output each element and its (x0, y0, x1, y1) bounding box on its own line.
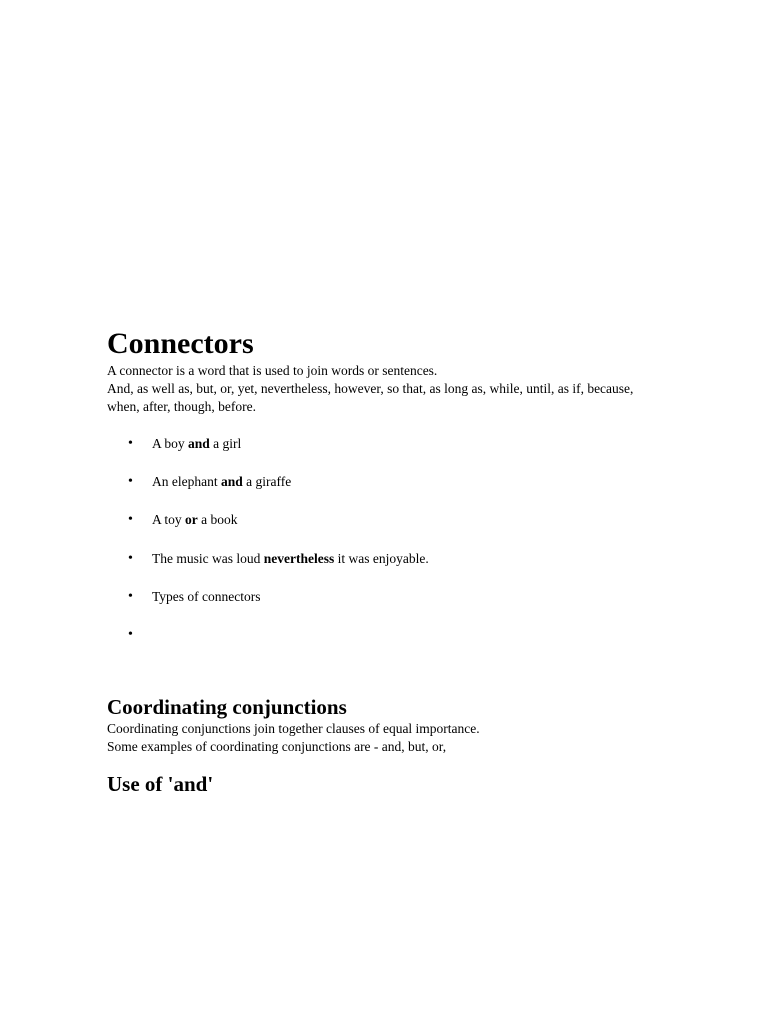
bullet-icon: • (128, 550, 133, 566)
bullet-icon: • (128, 512, 133, 528)
item-text: A toy (152, 512, 186, 528)
item-text: The music was loud (152, 550, 264, 566)
page-title: Connectors (107, 327, 254, 360)
bullet-icon: • (128, 626, 133, 642)
item-text: A boy (152, 436, 189, 451)
examples-list (107, 435, 667, 644)
section-paragraph: Coordinating conjunctions join together clauses of equal importance. (107, 720, 480, 736)
definition-paragraph: A connector is a word that is used to join words or sentences. (107, 363, 438, 378)
list-item (107, 588, 667, 606)
item-bold-word: nevertheless (263, 550, 335, 566)
section-paragraph: Some examples of coordinating conjunctions are - and, but, or, (107, 738, 447, 754)
list-item (107, 550, 667, 568)
item-text: a book (197, 512, 238, 528)
bullet-icon: • (128, 588, 133, 604)
item-bold-word: and (220, 474, 243, 490)
bullet-icon: • (128, 436, 133, 451)
item-bold-word: and (188, 436, 210, 451)
item-text: An elephant (152, 474, 221, 490)
document-content (107, 326, 667, 797)
bullet-icon: • (128, 474, 133, 490)
list-item (107, 511, 667, 529)
item-text: a giraffe (242, 474, 292, 490)
list-item (107, 435, 667, 453)
list-item (107, 473, 667, 491)
item-bold-word: or (185, 512, 198, 528)
connector-list-paragraph: And, as well as, but, or, yet, nevertheless, however, so that, as long as, while, until, as if, because, when, after, though, before. (107, 381, 634, 414)
subsection-heading: Use of 'and' (107, 771, 214, 796)
section-heading: Coordinating conjunctions (107, 694, 347, 719)
list-item (107, 626, 667, 644)
item-text: Types of connectors (152, 588, 261, 604)
item-text: a girl (209, 436, 242, 451)
item-text: it was enjoyable. (334, 550, 429, 566)
